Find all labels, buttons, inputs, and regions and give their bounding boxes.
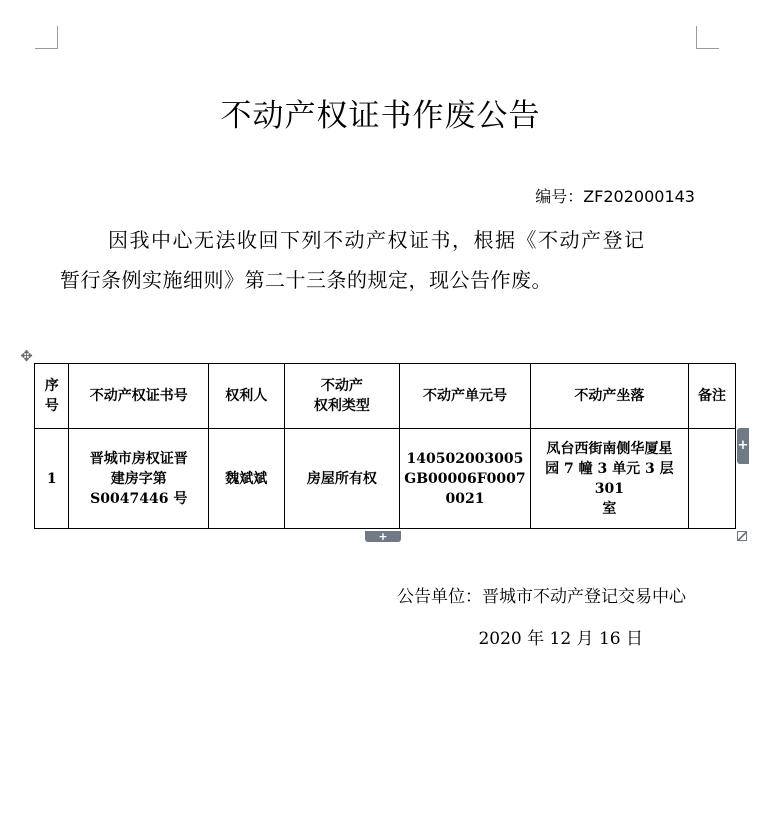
table-row [35,429,736,529]
page-corner-top-right [696,26,719,49]
table-resize-icon[interactable] [737,531,747,541]
cell-remark[interactable] [689,429,736,529]
issuer-line: 公告单位：晋城市不动产登记交易中心 [397,587,686,607]
header-location: 不动产坐落 [530,364,688,429]
header-holder: 权利人 [209,364,285,429]
cell-cert-no[interactable]: 晋城市房权证晋 建房字第 S0047446 号 [69,429,209,529]
add-column-plus-icon[interactable]: + [737,428,749,464]
cell-holder[interactable]: 魏斌斌 [209,429,285,529]
announcement-date: 2020 年 12 月 16 日 [478,629,643,649]
announcement-paragraph-line-1: 因我中心无法收回下列不动产权证书，根据《不动产登记 [108,228,646,252]
header-seq: 序 号 [35,364,69,429]
cell-location[interactable]: 凤台西街南侧华厦星 园 7 幢 3 单元 3 层 301 室 [530,429,688,529]
header-right-type: 不动产 权利类型 [284,364,400,429]
add-row-plus-icon[interactable]: + [365,531,401,542]
announcement-paragraph-line-2: 暂行条例实施细则》第二十三条的规定，现公告作废。 [60,268,552,292]
header-unit-no: 不动产单元号 [400,364,530,429]
page-corner-top-left [35,26,58,49]
cell-seq[interactable]: 1 [35,429,69,529]
cell-right-type[interactable]: 房屋所有权 [284,429,400,529]
table-header-row [35,364,736,429]
header-remark: 备注 [689,364,736,429]
cell-unit-no[interactable]: 140502003005 GB00006F0007 0021 [400,429,530,529]
page-title: 不动产权证书作废公告 [220,98,541,134]
header-cert-no: 不动产权证书号 [69,364,209,429]
table-move-icon[interactable]: ✥ [20,347,33,365]
document-number: 编号：ZF202000143 [535,187,695,206]
certificate-table [34,363,736,529]
